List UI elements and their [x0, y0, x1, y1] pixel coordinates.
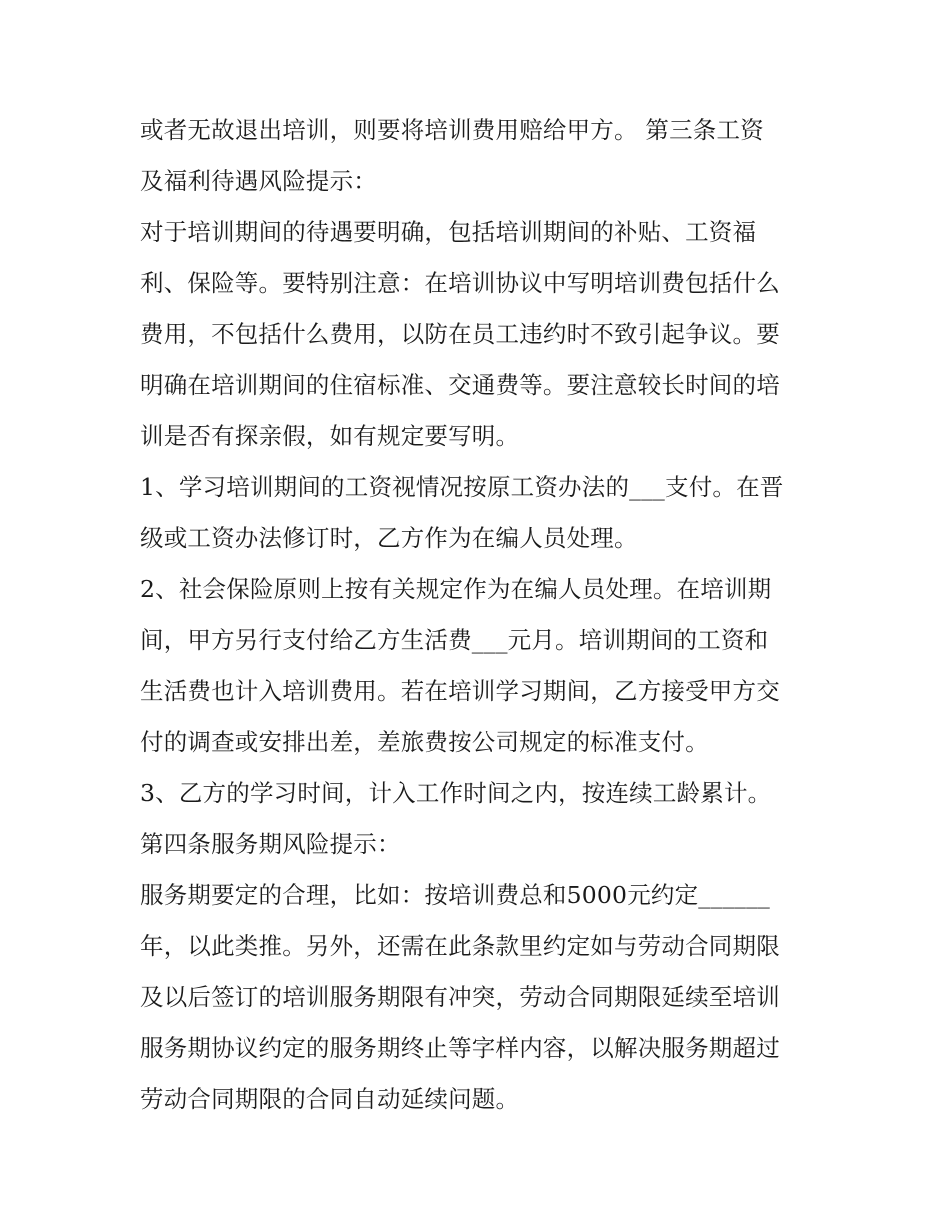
text-line: 第四条服务期风险提示：: [140, 830, 401, 858]
text-line: 级或工资办法修订时，乙方作为在编人员处理。: [140, 524, 638, 552]
text-line: 训是否有探亲假，如有规定要写明。: [140, 422, 520, 450]
text-line: 或者无故退出培训，则要将培训费用赔给甲方。 第三条工资: [140, 116, 764, 144]
text-line: 付的调查或安排出差，差旅费按公司规定的标准支付。: [140, 728, 709, 756]
text-line: 及以后签订的培训服务期限有冲突，劳动合同期限延续至培训: [140, 983, 780, 1011]
text-line: 服务期要定的合理，比如：按培训费总和5000元约定______: [140, 881, 771, 909]
text-line: 生活费也计入培训费用。若在培训学习期间，乙方接受甲方交: [140, 677, 780, 705]
text-line: 费用，不包括什么费用，以防在员工违约时不致引起争议。要: [140, 320, 780, 348]
text-line: 年，以此类推。另外，还需在此条款里约定如与劳动合同期限: [140, 932, 780, 960]
text-line: 利、保险等。要特别注意：在培训协议中写明培训费包括什么: [140, 269, 780, 297]
text-line: 间，甲方另行支付给乙方生活费___元月。培训期间的工资和: [140, 626, 769, 654]
text-line: 3、乙方的学习时间，计入工作时间之内，按连续工龄累计。: [140, 779, 772, 807]
text-line: 服务期协议约定的服务期终止等字样内容，以解决服务期超过: [140, 1034, 780, 1062]
text-line: 对于培训期间的待遇要明确，包括培训期间的补贴、工资福: [140, 218, 757, 246]
text-line: 1、学习培训期间的工资视情况按原工资办法的___支付。在晋: [140, 473, 784, 501]
text-line: 及福利待遇风险提示：: [140, 167, 377, 195]
text-line: 劳动合同期限的合同自动延续问题。: [140, 1085, 520, 1113]
text-line: 2、社会保险原则上按有关规定作为在编人员处理。在培训期: [140, 575, 772, 603]
text-line: 明确在培训期间的住宿标准、交通费等。要注意较长时间的培: [140, 371, 780, 399]
